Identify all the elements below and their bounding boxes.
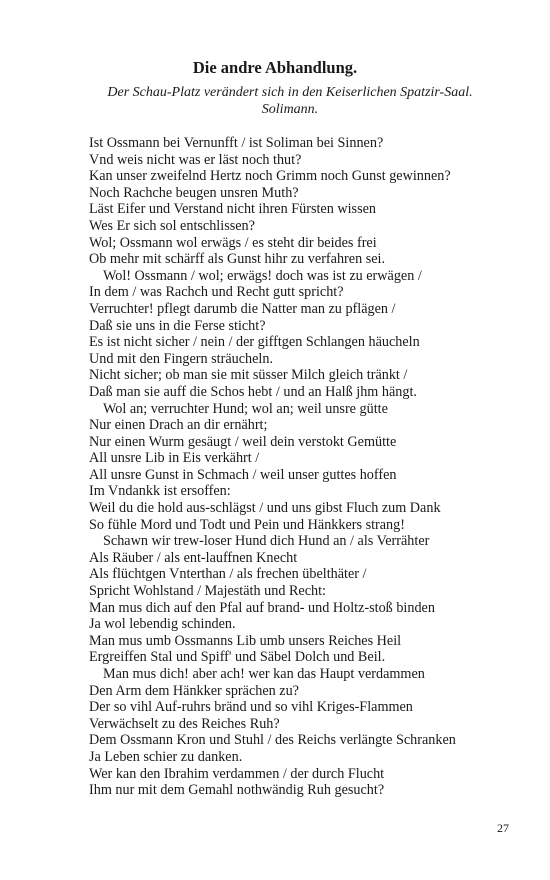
stage-direction bbox=[60, 84, 520, 118]
verse-line: Daß sie uns in die Ferse sticht? bbox=[89, 317, 266, 334]
verse-line: Ihm nur mit dem Gemahl nothwändig Ruh gesucht? bbox=[89, 782, 385, 799]
verse-line: Vnd weis nicht was er läst noch thut? bbox=[89, 151, 302, 168]
page-number: 27 bbox=[497, 821, 509, 835]
verse-line: Spricht Wohlstand / Majestäth und Recht: bbox=[89, 583, 326, 600]
verse-line: Verruchter! pflegt darumb die Natter man zu pflägen / bbox=[89, 300, 396, 317]
verse-line: All unsre Gunst in Schmach / weil unser guttes hoffen bbox=[89, 466, 397, 483]
verse-line: All unsre Lib in Eis verkährt / bbox=[89, 450, 260, 467]
verse-line: Noch Rachche beugen unsren Muth? bbox=[89, 184, 299, 201]
stage-direction-speaker: Solimann. bbox=[261, 102, 319, 117]
verse-line: In dem / was Rachch und Recht gutt spricht? bbox=[89, 284, 344, 301]
verse-line: Dem Ossmann Kron und Stuhl / des Reichs verlängte Schranken bbox=[89, 732, 456, 749]
verse-line: Und mit den Fingern sträucheln. bbox=[89, 350, 274, 367]
verse-line: Der so vihl Auf-ruhrs bränd und so vihl Kriges-Flammen bbox=[89, 699, 413, 716]
stage-direction-setting: Der Schau-Platz verändert sich in den Keiserlichen Spatzir-Saal. bbox=[107, 85, 473, 100]
verse-line: Es ist nicht sicher / nein / der gifftgen Schlangen häucheln bbox=[89, 334, 420, 351]
section-heading: Die andre Abhandlung. bbox=[192, 58, 358, 77]
verse-line: Wer kan den Ibrahim verdammen / der durch Flucht bbox=[89, 765, 385, 782]
verse-line: Nicht sicher; ob man sie mit süsser Milch gleich tränkt / bbox=[89, 367, 408, 384]
verse-line: Ob mehr mit schärff als Gunst hihr zu verfahren sei. bbox=[89, 251, 386, 268]
verse-line: Wes Er sich sol entschlissen? bbox=[89, 217, 255, 234]
verse-line: Ist Ossmann bei Vernunfft / ist Soliman bei Sinnen? bbox=[89, 135, 384, 151]
verse-line: Ja wol lebendig schinden. bbox=[89, 616, 236, 633]
verse-line: Daß man sie auff die Schos hebt / und an Halß jhm hängt. bbox=[89, 383, 417, 400]
verse-line: Ja Leben schier zu danken. bbox=[89, 748, 243, 765]
verse-block bbox=[89, 135, 529, 799]
verse-line: Den Arm dem Hänkker sprächen zu? bbox=[89, 682, 299, 699]
verse-line: Wol; Ossmann wol erwägs / es steht dir beides frei bbox=[89, 234, 377, 251]
verse-line: Ergreiffen Stal und Spiff' und Säbel Dolch und Beil. bbox=[89, 649, 386, 666]
verse-line: Man mus dich auf den Pfal auf brand- und Holtz-stoß binden bbox=[89, 599, 435, 616]
verse-line: Als flüchtgen Vnterthan / als frechen übelthäter / bbox=[89, 566, 367, 583]
verse-line: Nur einen Drach an dir ernährt; bbox=[89, 417, 268, 434]
verse-line: Im Vndankk ist ersoffen: bbox=[89, 483, 231, 500]
verse-line: Man mus dich! aber ach! wer kan das Haupt verdammen bbox=[103, 666, 425, 682]
verse-line: Man mus umb Ossmanns Lib umb unsers Reiches Heil bbox=[89, 632, 402, 649]
verse-line: Läst Eifer und Verstand nicht ihren Fürsten wissen bbox=[89, 201, 376, 218]
verse-line: So fühle Mord und Todt und Pein und Hänkkers strang! bbox=[89, 516, 405, 533]
verse-line: Als Räuber / als ent-lauffnen Knecht bbox=[89, 549, 298, 566]
verse-line: Weil du die hold aus-schlägst / und uns gibst Fluch zum Dank bbox=[89, 500, 441, 517]
verse-line: Wol! Ossmann / wol; erwägs! doch was ist zu erwägen / bbox=[103, 267, 422, 284]
verse-line: Nur einen Wurm gesäugt / weil dein verstokt Gemütte bbox=[89, 433, 397, 450]
verse-line: Kan unser zweifelnd Hertz noch Grimm noch Gunst gewinnen? bbox=[89, 168, 451, 185]
verse-line: Schawn wir trew-loser Hund dich Hund an / als Verrähter bbox=[103, 533, 430, 550]
verse-line: Verwächselt zu des Reiches Ruh? bbox=[89, 715, 280, 732]
verse-line: Wol an; verruchter Hund; wol an; weil unsre gütte bbox=[103, 400, 388, 417]
